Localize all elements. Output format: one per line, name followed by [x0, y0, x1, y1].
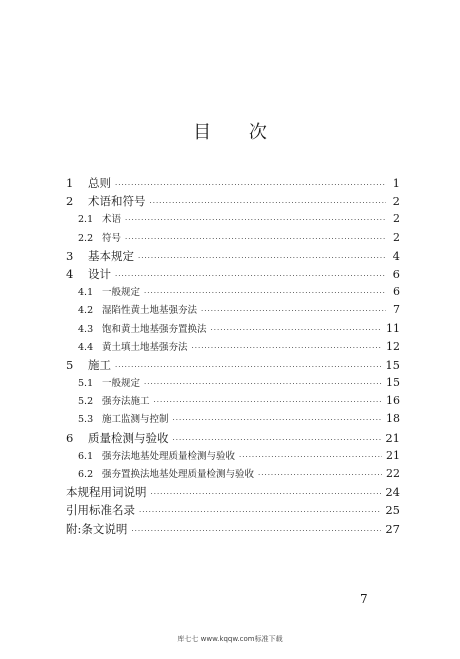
dot-leader [192, 339, 382, 357]
toc-entry-page: 6 [392, 266, 400, 281]
toc-entry[interactable] [66, 356, 400, 374]
toc-entry-label: 总则 [88, 176, 111, 190]
dot-leader [239, 448, 382, 466]
toc-entry-number: 1 [66, 176, 74, 190]
toc-entry-page: 27 [385, 521, 400, 536]
toc-entry-label: 强夯法地基处理质量检测与验收 [102, 450, 236, 462]
toc-entry-page: 18 [386, 412, 400, 426]
toc-entry-number: 5.2 [78, 396, 94, 408]
toc-entry-label: 施工 [88, 357, 111, 372]
toc-entry[interactable] [66, 447, 400, 465]
toc-entry-page: 15 [385, 357, 400, 372]
toc-entry[interactable] [66, 192, 400, 210]
toc-entry-number: 5.3 [78, 414, 94, 426]
toc-entry[interactable] [66, 283, 400, 301]
toc-entry[interactable] [66, 429, 400, 447]
toc-entry-label: 一般规定 [102, 287, 141, 299]
toc-entry-label: 施工监测与控制 [102, 414, 169, 426]
toc-entry-page: 2 [392, 194, 400, 209]
toc-entry[interactable] [66, 501, 400, 519]
toc-entry-page: 6 [393, 285, 400, 299]
toc-entry-page: 16 [386, 394, 400, 408]
toc-entry-label: 强夯置换法地基处理质量检测与验收 [102, 469, 255, 480]
dot-leader [125, 211, 386, 229]
toc-entry-label: 强夯法施工 [102, 396, 150, 408]
dot-leader [138, 249, 386, 267]
toc-entry[interactable] [66, 338, 400, 356]
dot-leader [115, 358, 381, 376]
dot-leader [258, 466, 382, 484]
toc-entry-label: 基本规定 [88, 248, 134, 263]
toc-entry[interactable] [66, 229, 400, 247]
toc-entry-label: 设计 [88, 266, 111, 281]
toc-entry-page: 24 [385, 485, 400, 500]
dot-leader [154, 393, 382, 411]
toc-entry-number: 6.2 [78, 469, 94, 480]
dot-leader [131, 522, 381, 540]
toc-entry-page: 11 [386, 321, 400, 335]
toc-entry-page: 1 [392, 176, 400, 190]
toc-entry-number: 6.1 [78, 450, 94, 462]
toc-entry-number: 4.1 [78, 287, 94, 299]
toc-entry-label: 术语和符号 [88, 194, 146, 209]
toc-entry[interactable] [66, 374, 400, 392]
toc-entry-page: 25 [385, 503, 400, 518]
toc-entry-label: 本规程用词说明 [66, 485, 147, 500]
dot-leader [139, 503, 381, 521]
toc-entry-number: 2.2 [78, 232, 94, 244]
toc-entry[interactable] [66, 483, 400, 501]
toc-entry-page: 22 [386, 467, 400, 480]
dot-leader [144, 375, 382, 393]
toc-entry-number: 2.1 [78, 214, 94, 226]
toc-entry-page: 21 [385, 430, 400, 445]
page-number: 7 [360, 592, 368, 606]
toc-entry-page: 12 [386, 339, 400, 353]
dot-leader [125, 230, 386, 248]
dot-leader [115, 267, 386, 285]
toc-entry-label: 湿陷性黄土地基强夯法 [102, 305, 198, 317]
dot-leader [173, 411, 382, 429]
toc-entry[interactable] [66, 410, 400, 428]
table-of-contents [66, 174, 400, 538]
dot-leader [201, 302, 386, 320]
toc-entry-number: 4.2 [78, 305, 94, 317]
toc-entry[interactable] [66, 301, 400, 319]
toc-entry[interactable] [66, 392, 400, 410]
dot-leader [115, 176, 386, 194]
toc-entry-label: 一般规定 [102, 378, 141, 390]
toc-entry[interactable] [66, 247, 400, 265]
toc-entry-page: 21 [386, 448, 400, 462]
toc-entry[interactable] [66, 520, 400, 538]
toc-entry-number: 6 [66, 430, 74, 445]
toc-entry-label: 饱和黄土地基强夯置换法 [102, 323, 207, 335]
toc-entry[interactable] [66, 320, 400, 338]
toc-entry-page: 15 [386, 376, 400, 390]
toc-entry-label: 符号 [102, 232, 122, 244]
toc-entry-label: 术语 [102, 214, 122, 226]
page-title: 目 次 [193, 122, 283, 143]
toc-entry[interactable] [66, 174, 400, 192]
toc-entry-label: 附:条文说明 [66, 521, 128, 536]
toc-entry-page: 4 [392, 248, 400, 263]
toc-entry[interactable] [66, 265, 400, 283]
toc-entry-number: 3 [66, 248, 74, 263]
dot-leader [150, 194, 387, 212]
toc-entry-label: 质量检测与验收 [88, 430, 169, 445]
watermark: 库七七 www.kqqw.com标准下载 [177, 635, 283, 643]
dot-leader [211, 321, 382, 339]
toc-entry-page: 7 [393, 303, 400, 317]
dot-leader [151, 485, 382, 503]
toc-entry-number: 4.4 [78, 341, 94, 353]
dot-leader [144, 284, 386, 302]
toc-entry-page: 2 [393, 212, 400, 226]
toc-entry-number: 4.3 [78, 323, 94, 335]
toc-entry-number: 5.1 [78, 378, 94, 390]
toc-entry-number: 4 [66, 266, 74, 281]
toc-entry-page: 2 [393, 230, 400, 244]
toc-entry[interactable] [66, 210, 400, 228]
toc-entry[interactable] [66, 465, 400, 483]
toc-entry-label: 引用标准名录 [66, 503, 135, 518]
toc-entry-number: 2 [66, 194, 74, 209]
dot-leader [173, 431, 382, 449]
toc-entry-number: 5 [66, 357, 74, 372]
toc-entry-label: 黄土填土地基强夯法 [102, 341, 188, 353]
